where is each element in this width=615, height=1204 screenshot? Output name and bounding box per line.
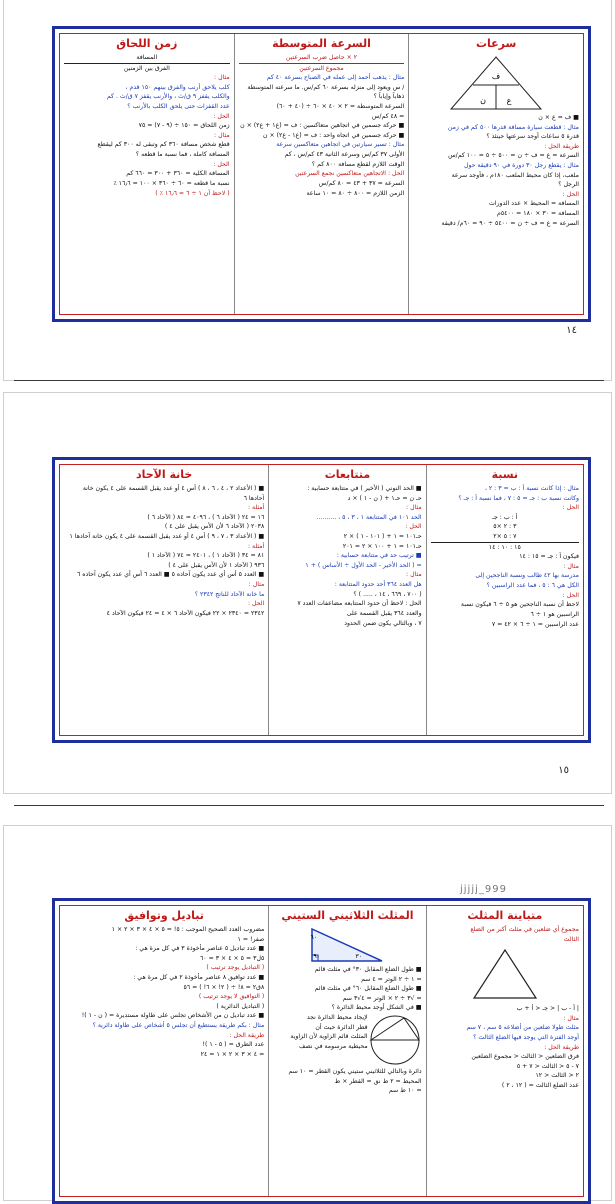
text-line: ■ ( الأعداد ٢ ، ٤ ، ٦ ، ٨ ) أس ٤ أو عدد يقبل القسمة على ٤ يكون خانة (82, 485, 265, 492)
text-line: ما خانة الآحاد للناتج ٢٣٤٢ ؟ (194, 590, 265, 598)
text-line: قدرة ٥ ساعات أوجد سرعتها حينئذ ؟ (486, 133, 579, 141)
text-line: مثال : يقطع رجل ٣٠ دورة في ٩٠ دقيقة حول (463, 162, 579, 170)
text-line: ١٥ : ١٠ : ١٤ (431, 542, 579, 553)
text-line: مثال : تسير سيارتين في اتجاهين متعاكسين سرعة (276, 141, 405, 149)
text-line: ٧ ، وبالتالي يكون ضمن الحدود (344, 619, 422, 627)
text-line: مدرسة بها ٤٢ طالب ونسبة الناجحين إلى (475, 572, 579, 580)
text-line: ■ عدد توافيق ٨ عناصر مأخوذة ٢ في كل مرة هي : (133, 974, 265, 982)
formula-numerator: ٢ × حاصل ضرب السرعتين (285, 54, 358, 61)
column-speeds (408, 34, 583, 314)
text-line: / س ويعود إلى منزله بسرعة ٦٠ كم/س. ما سرعته المتوسطة (247, 83, 405, 91)
text-line: مثال : قطعت سيارة مسافة قدرها ٥٠٠ كم في زمن (447, 123, 579, 131)
text-line: ٢٠٣٨ ( الآحاد ٦ لأن الأس يقبل على ٤ ) (164, 523, 265, 531)
column-title: المثلث الثلاثيني الستيني (281, 909, 414, 922)
formula-numerator: المسافة (136, 54, 158, 61)
text-line: فرق الضلعين < الثالث < مجموع الضلعين (471, 1053, 579, 1061)
text-line: الحد ١٠١ في المتتابعة ١ ، ٣ ، ٥ ، .......... (316, 513, 422, 521)
text-line: طريقة الحل : (229, 1031, 265, 1039)
text-line: قطع شخص مسافة ٣٦٠ كم وتبقى له ٣٠٠ كم ليقطع (97, 141, 230, 149)
content-columns (59, 464, 584, 736)
triangle-label-distance: ف (492, 72, 501, 81)
text-line: المسافة = ٣٠ × ١٨٠ = ٥٤٠٠م (496, 210, 579, 218)
text-line: طريقة الحل : (544, 142, 579, 150)
page-separator (14, 805, 604, 806)
text-line: الحل : (562, 591, 579, 599)
text-line: مثال : بكم طريقة يستطيع أن تجلس ٥ أشخاص على طاولة دائرية ؟ (92, 1022, 265, 1030)
text-line: ( لاحظ أن ١ ÷ ٦ = ١٦٫٦ ٪ ) (155, 189, 230, 197)
text-line: ١٦ = ٢٤ ( الآحاد ٦ ) ، ٤٠٩٦ = ٨٤ ( الآحاد ٦ ) (147, 513, 265, 521)
text-line: ( ٧٠٠ ، ٦٦٩ ، ١٤ ، ..... ) ؟ (353, 590, 422, 598)
angle-label-30: ٣٠ (356, 953, 363, 960)
text-line: = ( الحد الأخير - الحد الأول ÷ الأساس ) + ١ (305, 561, 422, 569)
text-line: ٢٣٤٢ = ٢٣٤٠ × ٢٢ فيكون الآحاد ٦ × ٤ = ٢٤ فيكون الآحاد ٤ (106, 609, 265, 617)
column-title: متتابعات (324, 468, 371, 481)
text-line: مثال : (563, 1014, 579, 1022)
text-line: أوجد الفترة التي يوجد فيها الضلع الثالث ؟ (473, 1034, 579, 1042)
text-line: الراسبين هو ١ ÷ ٦ (530, 610, 579, 618)
text-line: ■ طول الضلع المقابل ٦٠° في مثلث قائم (314, 985, 422, 993)
text-line: الحل : (562, 190, 579, 198)
text-line: ٧ - ٥ < الثالث < ٧ + ٥ (516, 1062, 579, 1070)
text-line: ٢ < الثالث < ١٢ (535, 1072, 579, 1080)
text-line: لإيجاد محيط الدائرة نجد (306, 1014, 368, 1022)
column-title: زمن اللحاق (116, 37, 178, 50)
document-page-15 (4, 393, 611, 793)
column-title: خانة الآحاد (135, 468, 193, 481)
text-line: ■ العدد ٥ أس أي عدد يكون آحاده ٥ ■ العدد ٦ أس أي عدد يكون آحاده ٦ (76, 571, 265, 579)
text-line: الوقت اللازم لقطع مسافة ٨٠٠ كم ؟ (311, 160, 405, 168)
text-line: الحل : (247, 600, 265, 608)
page-separator (14, 380, 604, 381)
text-line: السرعة = ٣٧ + ٤٣ = ٨٠ كم/س (318, 179, 405, 187)
text-line: حـ ن = حـ١ + ( ن - ١ ) × د (347, 494, 422, 502)
circle-triangle-icon (368, 1013, 422, 1067)
text-line: مثال : (214, 74, 230, 82)
text-line: المسافة = المحيط × عدد الدورات (488, 200, 579, 208)
text-line: المسافة كاملة ، فما نسبة ما قطعه ؟ (135, 151, 230, 159)
text-line: آحادها ٦ (243, 494, 265, 502)
text-line: حـ١٠١ = ١ + ١٠٠ × ٢ = ٢٠١ (342, 542, 422, 550)
text-line: نسبة ما قطعه = ٦٠ ÷ ٣٦٠ × ١٠٠ = ١٦٫٦ ٪ (113, 179, 230, 187)
text-line: ذهاباً وإياباً ؟ (373, 93, 405, 101)
page-frame (52, 26, 591, 322)
text-line: مضروب العدد الصحيح الموجب : ٥! = ٥ × ٤ × ٣ × ٢ × ١ (111, 926, 265, 933)
text-line: زمن اللحاق = ١٥٠ ÷ (٩ - ٧) = ٧٥ (138, 122, 230, 130)
document-page-16 (4, 826, 611, 1200)
triangle-label-speed: ع (506, 96, 512, 105)
text-line: ( التوافيق لا يوجد ترتيب ) (198, 993, 265, 1001)
column-ratio (426, 465, 583, 735)
text-line: ■ حركة جسمين في اتجاهين متعاكسين : ف = (ع١ + ع٢) × ن (240, 122, 405, 130)
text-line: هل العدد ٣٦٤ أحد حدود المتتابعة : (334, 581, 422, 589)
text-line: حـ١٠١ = ١ + ( ١٠١ - ١ ) × ٢ (343, 533, 422, 541)
document-page-14 (4, 0, 611, 380)
text-line: الحل : الاتجاهين متعاكسين نجمع السرعتين (295, 170, 405, 178)
text-line: والعدد ٣٦٤ يقبل القسمة على (346, 609, 422, 617)
text-line: أ : ب : جـ (492, 513, 518, 521)
text-line: = ١٠ ط سم (388, 1087, 422, 1095)
text-line: ( التباديل الدائرية ) (216, 1002, 265, 1010)
content-columns (59, 905, 584, 1197)
speed-triangle-icon (441, 53, 551, 113)
text-line: محيطية مرسومة في نصف (298, 1042, 368, 1050)
text-line: ملعب، إذا كان محيط الملعب ١٨٠م ، فأوجد سرعة (451, 171, 579, 179)
text-line: عدد الضلع الثالث = ( ١٢ ، ٢ ) (501, 1082, 579, 1090)
text-line: المسافة الكلية = ٣٦٠ + ٣٠٠ = ٦٦٠ كم (126, 170, 230, 178)
text-line: وكانت نسبة ب : جـ = ٥ : ٧ ، فما نسبة أ : جـ ؟ (458, 494, 579, 502)
column-triangle-inequality (426, 906, 583, 1196)
text-line: = ٤ × ٣ × ٢ × ١ = ٢٤ (200, 1050, 265, 1058)
text-line: مثال : (214, 131, 230, 139)
text-line: مثال : إذا كانت نسبة أ : ب = ٣ : ٢ ، (484, 485, 579, 492)
text-line: = √٣ ÷ ٢ × الوتر = ٤√٣ سم (342, 994, 422, 1002)
triangle-label-time: ن (480, 96, 487, 105)
text-line: مثال : (563, 562, 579, 570)
column-title: سرعات (475, 37, 517, 50)
text-line: ■ ف = ع × ن (538, 114, 579, 121)
right-triangle-icon (302, 925, 392, 965)
text-line: ■ حركة جسمين في اتجاه واحد : ف = (ع١ - ع٢) × ن (262, 131, 405, 139)
column-sequences (268, 465, 425, 735)
text-line: ■ عدد تباديل ن من الأشخاص تجلس على طاولة مستديرة = ( ن - ١ )! (81, 1012, 265, 1020)
text-line: ٨ق٢ = ٨! ÷ ( ٢! × ٦! ) = ٥٦ (183, 983, 265, 991)
text-line: مجموع أي ضلعين في مثلث أكبر من الضلع (470, 926, 579, 933)
text-line: والكلب يقفز ٩ ق/ث ، والأرنب يقفز ٧ ق/ث . كم (106, 93, 230, 101)
column-title: نسبة (491, 468, 519, 481)
circle-problem (273, 1013, 421, 1067)
text-line: ٧ : ٥ ×٢ (493, 533, 517, 541)
column-title: تباديل وتوافيق (124, 909, 204, 922)
page-number: ١٥ (558, 765, 569, 776)
text-line: = ٤٨ كم/س (371, 112, 405, 120)
text-line: الزمن اللازم = ٨٠٠ ÷ ٨٠ = ١٠ ساعة (306, 189, 405, 197)
angle-label-60: ٦٠ (311, 934, 318, 941)
text-line: عدد الراسبين = ١ ÷ ٦ × ٤٢ = ٧ (491, 620, 579, 628)
text-line: طريقة الحل : (544, 1043, 579, 1051)
text-line: المحيط = ٢ ط نق = القطر × ط (334, 1077, 422, 1085)
text-line: الكل هي ٦ : ٥ ، فما عدد الراسبين ؟ (486, 582, 579, 590)
text-line: فيكون أ : جـ = ١٥ : ١٤ (519, 553, 579, 561)
text-line: الحل : (405, 523, 422, 531)
column-catch-up-time (60, 34, 234, 314)
equilateral-triangle-icon (470, 946, 540, 1002)
text-line: مثال : (406, 504, 422, 512)
text-line: الحل : (562, 504, 579, 512)
text-line: عدد القفزات حتى يلحق الكلب بالأرنب ؟ (127, 103, 230, 111)
column-title: متباينة المثلث (467, 909, 543, 922)
text-line: الحل : لاحظ أن حدود المتتابعة مضاعفات العدد ٧ (297, 600, 422, 608)
text-line: أمثلة : (247, 504, 265, 512)
text-line: مثال : (406, 571, 422, 579)
text-line: ■ الحد النوني ( الأخير ) في متتابعة حسابية : (307, 485, 422, 492)
text-line: ■ في الشكل أوجد محيط الدائرة ؟ (331, 1004, 422, 1012)
formula-denominator: الفرق بين الزمنين (64, 63, 230, 74)
text-line: | أ - ب | < جـ < أ + ب (516, 1005, 579, 1013)
text-line: ■ طول الضلع المقابل ٣٠° في مثلث قائم (314, 966, 422, 973)
page-frame (52, 457, 591, 743)
text-line: الأولى ٣٧ كم/س وسرعة الثانية ٤٣ كم/س ، كم (284, 151, 405, 159)
text-line: ( التباديل يوجد ترتيب ) (206, 964, 265, 972)
text-line: مثال : (248, 581, 265, 589)
text-line: السرعة = ع = ف ÷ ن = ٥٠٠ ÷ ٥ = ١٠٠ كم/س (448, 152, 579, 160)
text-line: صفر! = ١ (237, 935, 265, 943)
text-line: ■ ترتيب حد في متتابعة حسابية : (336, 552, 422, 560)
text-line: عدد الطرق = ( ٥ - ١ )! (202, 1041, 265, 1049)
column-units-digit (60, 465, 268, 735)
watermark: jjjjj_999 (460, 884, 507, 895)
text-line: الرجل ؟ (558, 181, 579, 189)
text-line: لاحظ أن نسبة الناجحين هو ٥ ÷ ٦ فيكون نسبة (460, 601, 579, 609)
column-average-speed (234, 34, 409, 314)
text-line: دائرة وبالتالي للثلاثيني ستيني يكون القطر = ١٠ سم (288, 1068, 422, 1076)
text-line: = ١ ÷ ٢ الوتر = ٤ سم (361, 975, 422, 983)
column-permutations-combinations (60, 906, 268, 1196)
text-line: مثلث طولا ضلعين من أضلاعه ٥ سم ، ٧ سم (466, 1024, 579, 1032)
page-frame (52, 898, 591, 1204)
text-line: المثلث قائم الزاوية لأن الزاوية (290, 1033, 368, 1041)
text-line: كلب يلاحق أرنب والفرق بينهم ١٥٠ قدم ، (125, 83, 230, 91)
page-number: ١٤ (566, 325, 577, 336)
text-line: مثال : يذهب أحمد إلى عمله في الصباح بسرعة ٤٠ كم (266, 74, 405, 82)
text-line: ■ عدد تباديل ٥ عناصر مأخوذة ٣ في كل مرة هي : (135, 945, 265, 953)
angle-label-90: ٩٠ (314, 953, 321, 960)
column-30-60-triangle (268, 906, 425, 1196)
text-line: قطر الدائرة حيث أن (315, 1023, 368, 1031)
text-line: الثالث (563, 935, 579, 943)
text-line: الحل : (213, 112, 230, 120)
text-line: الحل : (213, 160, 230, 168)
text-line: ٣ : ٢ ×٥ (493, 523, 517, 531)
text-line: السرعة = ع = ف ÷ ن = ٥٤٠٠ ÷ ٩٠ = ٦٠م/ دقيقة (441, 219, 579, 227)
text-line: أمثلة : (247, 542, 265, 550)
text-line: ٩٣٦ ( الآحاد ١ لأن الأس يقبل على ٤ ) (168, 561, 265, 569)
formula-denominator: مجموع السرعتين (239, 63, 405, 74)
column-title: السرعة المتوسطة (272, 37, 371, 50)
text-line: السرعة المتوسطة = ٢ × ٤٠ × ٦٠ ÷ (٤٠ + ٦٠) (276, 103, 405, 111)
text-line: ■ ( الأعداد ٣ ، ٧ ، ٩ ) أس ٤ أو عدد يقبل القسمة على ٤ يكون خانة آحادها ١ (69, 533, 265, 541)
text-line: ٨١ = ٣٤ ( الآحاد ١ ) ، ٢٤٠١ = ٧٤ ( الآحاد ١ ) (147, 552, 265, 560)
content-columns (59, 33, 584, 315)
text-line: ٥ل٣ = ٥ × ٤ × ٣ = ٦٠ (199, 954, 265, 962)
